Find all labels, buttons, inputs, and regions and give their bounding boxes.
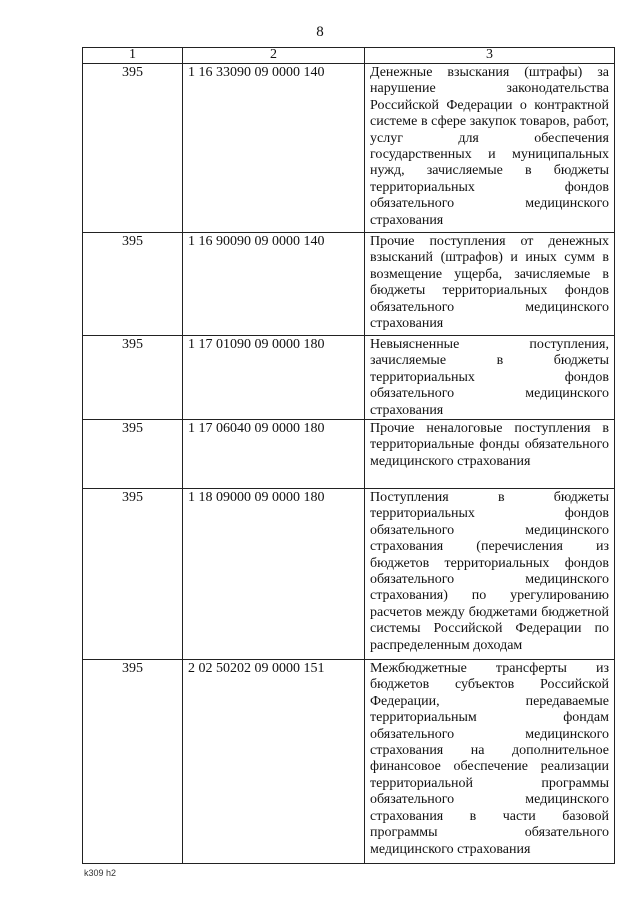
- table-header-row: [83, 48, 615, 64]
- page-number: 8: [316, 24, 324, 40]
- revenue-name-cell: Невыясненные поступления, зачисляемые в бюджеты территориальных фондов обязательного медицинского страхования: [365, 336, 615, 420]
- budget-code-cell: 1 16 33090 09 0000 140: [183, 64, 365, 233]
- revenue-name-cell: Прочие неналоговые поступления в территориальные фонды обязательного медицинского страхования: [365, 420, 615, 489]
- revenue-name-cell: Денежные взыскания (штрафы) за нарушение законодательства Российской Федерации о контрактной системе в сфере закупок товаров, работ, услуг для обеспечения государственных и муниципальных нужд, зачисляемые в бюджеты территориальных фондов обязательного медицинского страхования: [365, 64, 615, 233]
- column-header-3: 3: [365, 48, 615, 64]
- admin-code-cell: 395: [83, 489, 183, 660]
- budget-code-cell: 1 18 09000 09 0000 180: [183, 489, 365, 660]
- column-header-2: 2: [183, 48, 365, 64]
- footer-note: k309 h2: [84, 868, 117, 878]
- revenue-name-cell: Прочие поступления от денежных взысканий (штрафов) и иных сумм в возмещение ущерба, зачисляемые в бюджеты территориальных фондов обязательного медицинского страхования: [365, 233, 615, 336]
- budget-revenue-table: [82, 47, 615, 864]
- admin-code-cell: 395: [83, 233, 183, 336]
- budget-code-cell: 1 17 06040 09 0000 180: [183, 420, 365, 489]
- admin-code-cell: 395: [83, 660, 183, 864]
- table-row: [83, 233, 615, 336]
- budget-code-cell: 1 17 01090 09 0000 180: [183, 336, 365, 420]
- table-row: [83, 336, 615, 420]
- table-row: [83, 660, 615, 864]
- revenue-name-cell: Межбюджетные трансферты из бюджетов субъектов Российской Федерации, передаваемые территориальным фондам обязательного медицинского страхования на дополнительное финансовое обеспечение реализации территориальной программы обязательного медицинского страхования в части базовой программы обязательного медицинского страхования: [365, 660, 615, 864]
- budget-code-cell: 1 16 90090 09 0000 140: [183, 233, 365, 336]
- column-header-1: 1: [83, 48, 183, 64]
- admin-code-cell: 395: [83, 420, 183, 489]
- table-row: [83, 489, 615, 660]
- admin-code-cell: 395: [83, 64, 183, 233]
- revenue-name-cell: Поступления в бюджеты территориальных фондов обязательного медицинского страхования (перечисления из бюджетов территориальных фондов обязательного медицинского страхования) по урегулированию расчетов между бюджетами бюджетной системы Российской Федерации по распределенным доходам: [365, 489, 615, 660]
- table-row: [83, 420, 615, 489]
- admin-code-cell: 395: [83, 336, 183, 420]
- table-row: [83, 64, 615, 233]
- budget-code-cell: 2 02 50202 09 0000 151: [183, 660, 365, 864]
